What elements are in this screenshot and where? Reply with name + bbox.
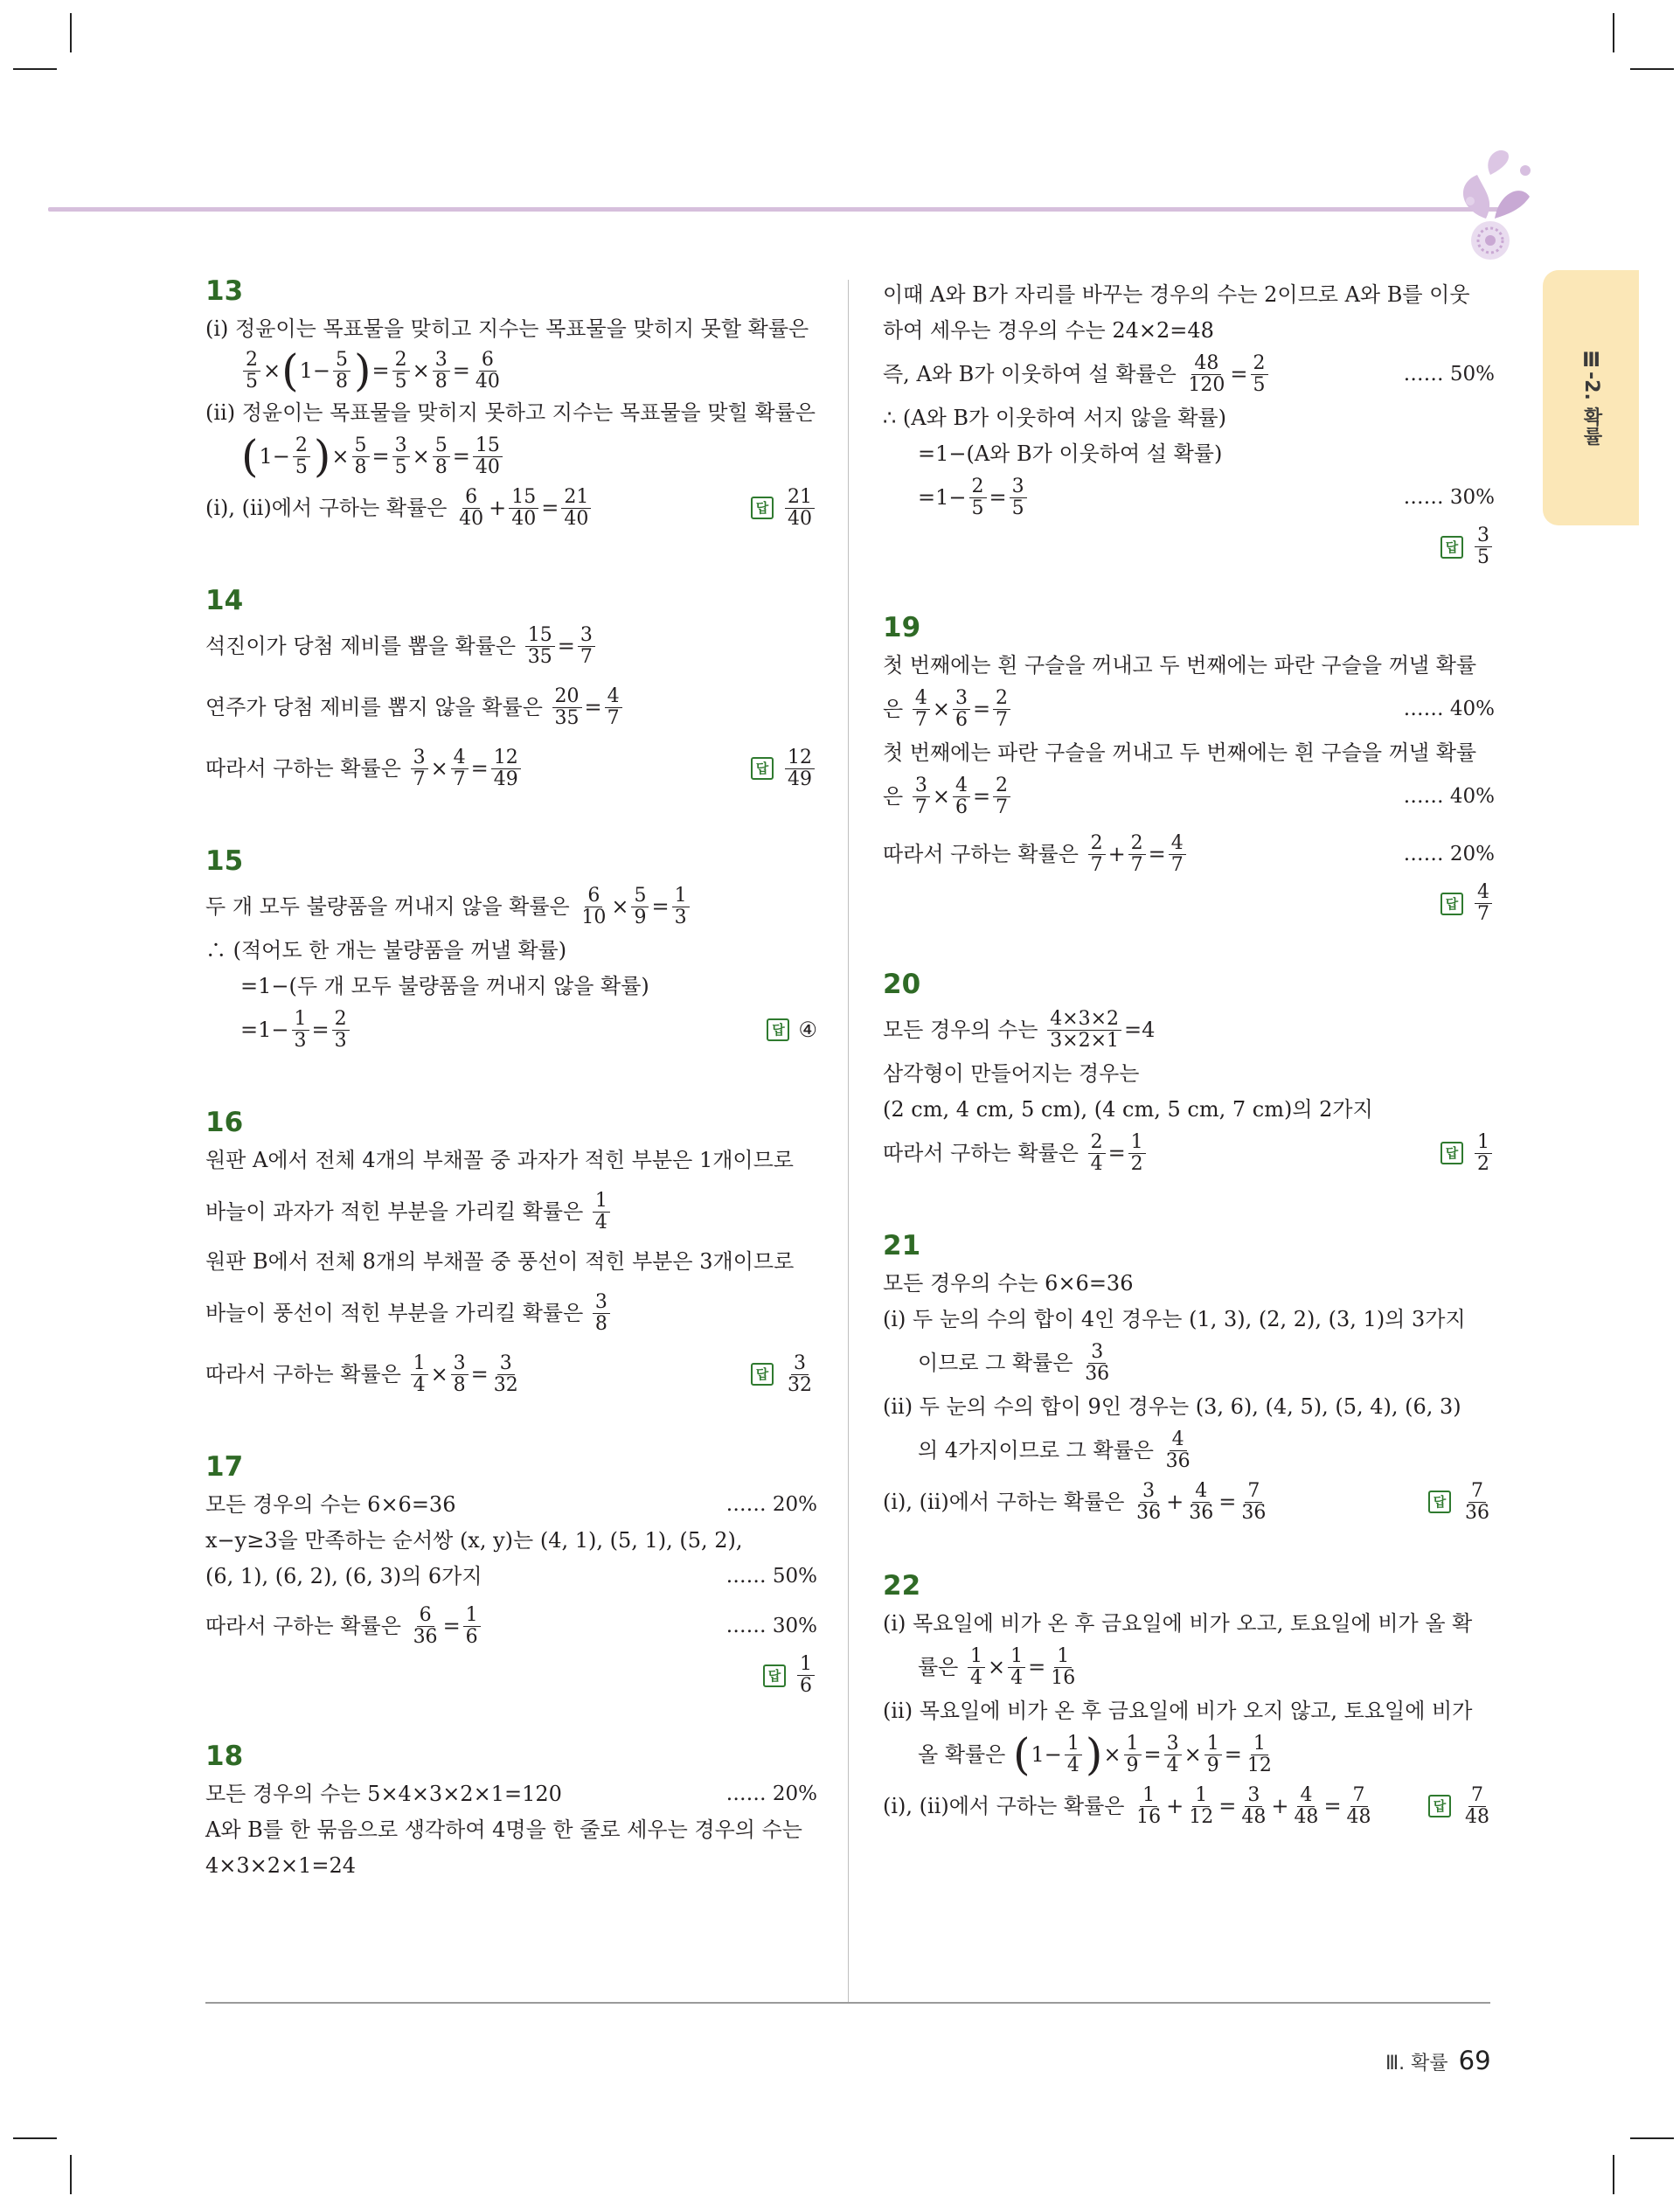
crop-mark — [1630, 2137, 1674, 2139]
answer: 답 $\frac{12}{49}$ — [751, 747, 817, 790]
answer: 답 $\frac{7}{48}$ — [1428, 1785, 1495, 1828]
fraction: $\frac{3}{7}$ — [913, 775, 930, 818]
answer-badge-icon: 답 — [767, 1018, 789, 1041]
answer: 답 $\frac{4}{7}$ — [883, 882, 1495, 925]
fraction: $\frac{1}{16}$ — [1136, 1783, 1162, 1828]
fraction: $\frac{3}{4}$ — [1164, 1734, 1182, 1776]
fraction: $\frac{3}{7}$ — [411, 747, 428, 790]
fraction: $\frac{1}{16}$ — [1051, 1644, 1076, 1689]
fraction: $\frac{2}{5}$ — [392, 350, 410, 393]
left-column — [205, 275, 817, 1885]
fraction: $\frac{1}{4}$ — [411, 1353, 428, 1396]
crop-mark — [1613, 13, 1614, 52]
fraction: $\frac{7}{48}$ — [1346, 1783, 1371, 1828]
score-percent: …… 40% — [1403, 698, 1495, 720]
fraction: $\frac{3}{36}$ — [1085, 1340, 1110, 1385]
fraction: $\frac{4}{7}$ — [1169, 833, 1186, 876]
problem-14: 14 석진이가 당첨 제비를 뽑을 확률은 $\frac{15}{35}$ = $\frac{3}{7}$ 연주가 당첨 제비를 뽑지 않을 확률은 $\frac{20}{35}$ = $\frac{4}{7}$ 따라서 구하는 확률은 $\frac{3}{7}$ × $\frac{4}{7}$ = $\frac{12}{49}$ 답 $\frac{12}{49}$ — [205, 585, 817, 793]
problem-number: 21 — [883, 1230, 921, 1261]
fraction: $\frac{1}{9}$ — [1124, 1734, 1142, 1776]
fraction: $\frac{5}{9}$ — [631, 886, 649, 928]
fraction: $\frac{4}{7}$ — [605, 686, 622, 729]
problem-17: 17 모든 경우의 수는 6×6=36 …… 20% x−y≥3을 만족하는 순서쌍 (x, y)는 (4, 1), (5, 1), (5, 2), (6, 1), (6, 2), (6, 3)의 6가지 …… 50% 따라서 구하는 확률은 $\frac{6}{36}$ = $\frac{1}{6}$ …… 30% 답 $\frac{1}{6}$ — [205, 1451, 817, 1697]
answer-badge-icon: 답 — [763, 1664, 786, 1687]
score-percent: …… 20% — [1403, 843, 1495, 865]
fraction: $\frac{48}{120}$ — [1188, 351, 1225, 396]
footer-section: Ⅲ. 확률 — [1385, 2053, 1448, 2074]
answer: 답 $\frac{21}{40}$ — [751, 487, 817, 530]
fraction: $\frac{4\times 3\times 2}{3\times 2\times 1}$ — [1047, 1009, 1121, 1052]
score-percent: …… 40% — [1403, 785, 1495, 808]
fraction: $\frac{4}{7}$ — [451, 747, 469, 790]
fraction: $\frac{3}{48}$ — [1241, 1783, 1267, 1828]
answer: 답 ④ — [767, 1013, 817, 1046]
fraction: $\frac{4}{6}$ — [953, 775, 970, 818]
fraction: $\frac{1}{12}$ — [1246, 1732, 1272, 1776]
fraction: $\frac{2}{5}$ — [293, 435, 310, 478]
fraction: $\frac{15}{40}$ — [509, 487, 538, 530]
flower-ornament-icon — [1451, 140, 1538, 267]
fraction: $\frac{5}{8}$ — [352, 435, 370, 478]
fraction: $\frac{12}{49}$ — [491, 747, 521, 790]
fraction: $\frac{3}{32}$ — [493, 1352, 518, 1396]
problem-number: 22 — [883, 1570, 921, 1602]
fraction: $\frac{1}{2}$ — [1128, 1132, 1146, 1175]
problem-number: 19 — [883, 612, 921, 643]
fraction: $\frac{6}{36}$ — [413, 1603, 438, 1648]
problem-18-continued: 이때 A와 B가 자리를 바꾸는 경우의 수는 2이므로 A와 B를 이웃 하여 세우는 경우의 수는 24×2=48 즉, A와 B가 이웃하여 설 확률은 $\frac{48}{120}$ = $\frac{2}{5}$ …… 50% ∴ (A와 B가 이웃하여 서지 않을 확률) =1−(A와 B가 이웃하여 설 확률) =1− $\frac{2}{5}$ = $\frac{3}{5}$ …… 30% 답 $\frac{3}{5}$ — [883, 282, 1495, 568]
problem-number: 18 — [205, 1741, 244, 1772]
fraction: $\frac{2}{5}$ — [243, 350, 260, 393]
fraction: $\frac{4}{7}$ — [913, 688, 930, 731]
fraction: $\frac{4}{48}$ — [1294, 1783, 1319, 1828]
fraction: $\frac{1}{12}$ — [1189, 1783, 1214, 1828]
fraction: $\frac{3}{8}$ — [433, 350, 450, 393]
fraction: $\frac{3}{6}$ — [953, 688, 970, 731]
answer-badge-icon: 답 — [751, 1363, 774, 1386]
fraction: $\frac{5}{8}$ — [433, 435, 450, 478]
column-divider — [848, 280, 849, 2002]
fraction: $\frac{7}{36}$ — [1241, 1479, 1267, 1524]
problem-number: 17 — [205, 1451, 244, 1483]
header-rule — [48, 207, 1499, 212]
fraction: $\frac{2}{7}$ — [993, 775, 1010, 818]
fraction: $\frac{6}{40}$ — [475, 348, 500, 393]
fraction: $\frac{1}{4}$ — [1065, 1734, 1082, 1776]
fraction: $\frac{3}{7}$ — [578, 625, 595, 668]
fraction: $\frac{3}{36}$ — [1136, 1479, 1162, 1524]
crop-mark — [13, 68, 57, 70]
fraction: $\frac{6}{40}$ — [459, 485, 484, 530]
fraction: $\frac{2}{5}$ — [1251, 353, 1268, 396]
crop-mark — [1613, 2155, 1614, 2194]
fraction: $\frac{3}{5}$ — [1010, 476, 1027, 519]
fraction: $\frac{4}{36}$ — [1189, 1479, 1214, 1524]
fraction: $\frac{3}{5}$ — [392, 435, 410, 478]
fraction: $\frac{4}{36}$ — [1165, 1428, 1191, 1472]
answer-badge-icon: 답 — [1440, 536, 1463, 559]
fraction: $\frac{2}{7}$ — [1088, 833, 1106, 876]
problem-13: 13 (ⅰ) 정윤이는 목표물을 맞히고 지수는 목표물을 맞히지 못할 확률은 $\frac{2}{5}$ × ( 1− $\frac{5}{8}$ ) = $\frac{2}{5}$ × $\frac{3}{8}$ = $\frac{6}{40}$ (ⅱ) 정윤이는 목표물을 맞히지 못하고 지수는 목표물을 맞힐 확률은 ( 1− $\frac{2}{5}$ ) × $\frac{5}{8}$ = $\frac{3}{5}$ × $\frac{5}{8}$ = $\frac{15}{40}$ (ⅰ), (ⅱ)에서 구하는 확률은 $\frac{6}{40}$ + $\frac{15}{40}$ = $\frac{21}{40}$ 답 $\frac{21}{40}$ — [205, 275, 817, 532]
fraction: $\frac{1}{3}$ — [672, 886, 690, 928]
fraction: $\frac{6}{10}$ — [581, 884, 607, 928]
problem-number: 13 — [205, 275, 244, 307]
chapter-tab-label: Ⅲ-2. 확률 — [1580, 350, 1602, 446]
answer: 답 $\frac{3}{32}$ — [751, 1353, 817, 1396]
fraction: $\frac{20}{35}$ — [552, 686, 582, 729]
fraction: $\frac{3}{8}$ — [451, 1353, 469, 1396]
score-percent: …… 20% — [725, 1783, 817, 1805]
problem-number: 14 — [205, 585, 244, 616]
problem-16: 16 원판 A에서 전체 4개의 부채꼴 중 과자가 적힌 부분은 1개이므로 바늘이 과자가 적힌 부분을 가리킬 확률은 $\frac{1}{4}$ 원판 B에서 전체 8개의 부채꼴 중 풍선이 적힌 부분은 3개이므로 바늘이 풍선이 적힌 부분을 가리킬 확률은 $\frac{3}{8}$ 따라서 구하는 확률은 $\frac{1}{4}$ × $\frac{3}{8}$ = $\frac{3}{32}$ 답 $\frac{3}{32}$ — [205, 1107, 817, 1399]
problem-22: 22 (ⅰ) 목요일에 비가 온 후 금요일에 비가 오고, 토요일에 비가 올 확 률은 $\frac{1}{4}$ × $\frac{1}{4}$ = $\frac{1}{16}$ (ⅱ) 목요일에 비가 온 후 금요일에 비가 오지 않고, 토요일에 비가 올 확률은 ( 1− $\frac{1}{4}$ ) × $\frac{1}{9}$ = $\frac{3}{4}$ × $\frac{1}{9}$ = $\frac{1}{12}$ (ⅰ), (ⅱ)에서 구하는 확률은 $\frac{1}{16}$ + $\frac{1}{12}$ = $\frac{3}{48}$ + $\frac{4}{48}$ = $\frac{7}{48}$ 답 $\frac{7}{48}$ — [883, 1570, 1495, 1831]
fraction: $\frac{1}{6}$ — [463, 1605, 481, 1648]
answer: 답 $\frac{3}{5}$ — [883, 525, 1495, 568]
answer-badge-icon: 답 — [1440, 893, 1463, 915]
answer: 답 $\frac{1}{6}$ — [205, 1654, 817, 1697]
answer-badge-icon: 답 — [751, 497, 774, 519]
score-percent: …… 50% — [725, 1565, 817, 1588]
right-column — [883, 275, 1495, 1833]
fraction: $\frac{3}{8}$ — [593, 1292, 610, 1335]
answer: 답 $\frac{7}{36}$ — [1428, 1481, 1495, 1524]
score-percent: …… 30% — [725, 1615, 817, 1637]
problem-number: 16 — [205, 1107, 244, 1138]
answer: 답 $\frac{1}{2}$ — [1440, 1132, 1495, 1175]
page-number: 69 — [1458, 2046, 1491, 2075]
problem-18: 18 모든 경우의 수는 5×4×3×2×1=120 …… 20% A와 B를 한 묶음으로 생각하여 4명을 한 줄로 세우는 경우의 수는 4×3×2×1=24 — [205, 1741, 817, 1878]
fraction: $\frac{2}{3}$ — [332, 1009, 350, 1052]
fraction: $\frac{15}{35}$ — [525, 625, 555, 668]
problem-21: 21 모든 경우의 수는 6×6=36 (ⅰ) 두 눈의 수의 합이 4인 경우는 (1, 3), (2, 2), (3, 1)의 3가지 이므로 그 확률은 $\frac{3}{36}$ (ⅱ) 두 눈의 수의 합이 9인 경우는 (3, 6), (4, 5), (5, 4), (6, 3) 의 4가지이므로 그 확률은 $\frac{4}{36}$ (ⅰ), (ⅱ)에서 구하는 확률은 $\frac{3}{36}$ + $\frac{4}{36}$ = $\frac{7}{36}$ 답 $\frac{7}{36}$ — [883, 1230, 1495, 1526]
answer-badge-icon: 답 — [751, 757, 774, 780]
fraction: $\frac{1}{4}$ — [968, 1646, 985, 1689]
fraction: $\frac{2}{7}$ — [993, 688, 1010, 731]
fraction: $\frac{1}{4}$ — [593, 1191, 610, 1234]
crop-mark — [70, 2155, 72, 2194]
fraction: $\frac{2}{4}$ — [1088, 1132, 1106, 1175]
fraction: $\frac{15}{40}$ — [473, 435, 503, 478]
page-footer — [1385, 2046, 1491, 2075]
crop-mark — [1630, 68, 1674, 70]
problem-20: 20 모든 경우의 수는 $\frac{4\times 3\times 2}{3\times 2\times 1}$ =4 삼각형이 만들어지는 경우는 (2 cm, 4 cm, 5 cm), (4 cm, 5 cm, 7 cm)의 2가지 따라서 구하는 확률은 $\frac{2}{4}$ = $\frac{1}{2}$ 답 $\frac{1}{2}$ — [883, 969, 1495, 1178]
crop-mark — [13, 2137, 57, 2139]
answer-badge-icon: 답 — [1428, 1795, 1451, 1817]
fraction: $\frac{21}{40}$ — [561, 487, 591, 530]
fraction: $\frac{1}{3}$ — [292, 1009, 309, 1052]
crop-mark — [70, 13, 72, 52]
answer-badge-icon: 답 — [1440, 1142, 1463, 1164]
answer-badge-icon: 답 — [1428, 1491, 1451, 1513]
score-percent: …… 20% — [725, 1493, 817, 1516]
fraction: $\frac{5}{8}$ — [333, 350, 351, 393]
fraction: $\frac{2}{7}$ — [1128, 833, 1146, 876]
fraction: $\frac{2}{5}$ — [969, 476, 987, 519]
problem-number: 20 — [883, 969, 921, 1000]
bottom-rule — [205, 2002, 1490, 2004]
fraction: $\frac{1}{9}$ — [1204, 1734, 1222, 1776]
problem-15: 15 두 개 모두 불량품을 꺼내지 않을 확률은 $\frac{6}{10}$ × $\frac{5}{9}$ = $\frac{1}{3}$ ∴ (적어도 한 개는 불량품을 꺼낼 확률) =1−(두 개 모두 불량품을 꺼내지 않을 확률) =1− $\frac{1}{3}$ = $\frac{2}{3}$ 답 ④ — [205, 845, 817, 1052]
problem-number: 15 — [205, 845, 244, 877]
fraction: $\frac{1}{4}$ — [1008, 1646, 1025, 1689]
problem-19: 19 첫 번째에는 흰 구슬을 꺼내고 두 번째에는 파란 구슬을 꺼낼 확률 은 $\frac{4}{7}$ × $\frac{3}{6}$ = $\frac{2}{7}$ …… 40% 첫 번째에는 파란 구슬을 꺼내고 두 번째에는 흰 구슬을 꺼낼 확률 은 $\frac{3}{7}$ × $\frac{4}{6}$ = $\frac{2}{7}$ …… 40% 따라서 구하는 확률은 $\frac{2}{7}$ + $\frac{2}{7}$ = $\frac{4}{7}$ …… 20% 답 $\frac{4}{7}$ — [883, 612, 1495, 925]
score-percent: …… 30% — [1403, 486, 1495, 509]
score-percent: …… 50% — [1403, 363, 1495, 386]
